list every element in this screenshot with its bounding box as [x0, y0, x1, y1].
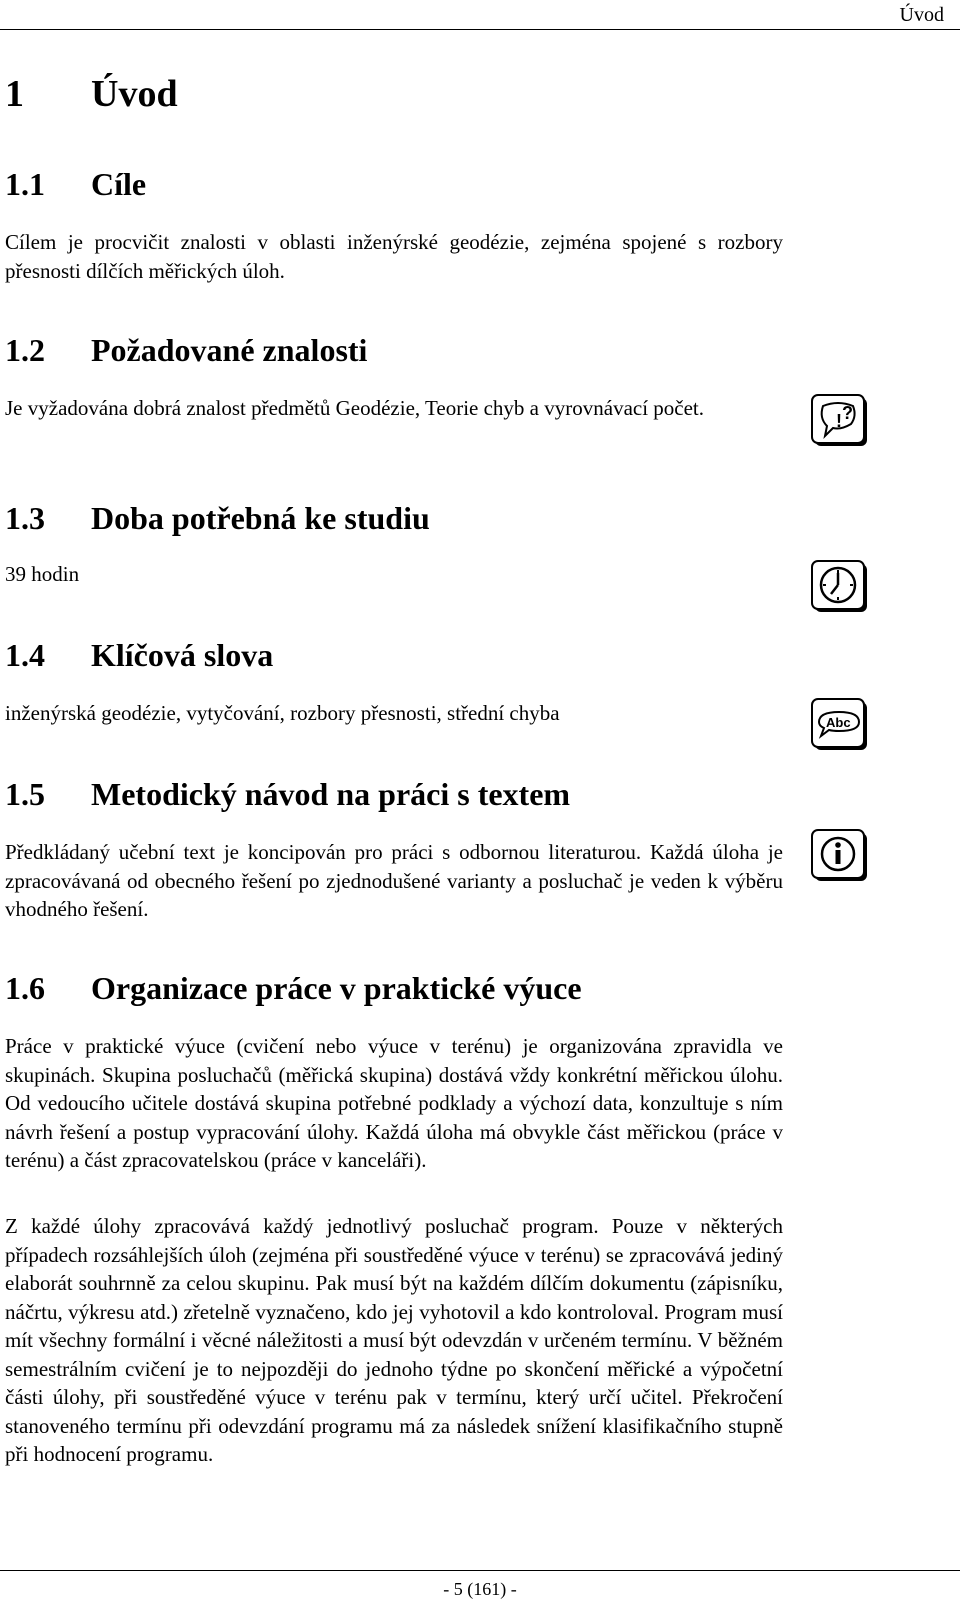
section-heading-guide — [5, 776, 570, 813]
section-heading-prerequisites — [5, 332, 367, 369]
question-exclamation-icon — [811, 394, 869, 448]
organization-paragraph-1: Práce v praktické výuce (cvičení nebo výuce v terénu) je organizována zpravidla ve skupinách. Skupina posluchačů (měřická skupina) dostává vždy konkrétní měřickou úlohu. Od vedoucího učitele dostává skupina potřebné podklady a výchozí data, konzultuje s ním návrh řešení a postup vypracování úlohy. Každá úloha má obvykle část měřickou (práce v terénu) a část zpracovatelskou (práce v kanceláři). — [5, 1034, 783, 1172]
chapter-heading — [5, 72, 178, 116]
page-number: - 5 (161) - — [443, 1579, 517, 1599]
section-number: 1.6 — [5, 970, 45, 1006]
section-title: Organizace práce v praktické výuce — [91, 970, 582, 1006]
section-heading-goals — [5, 166, 146, 203]
section-number: 1.4 — [5, 637, 45, 673]
keywords-paragraph: inženýrská geodézie, vytyčování, rozbory přesnosti, střední chyba — [5, 701, 560, 725]
footer-divider — [0, 1570, 960, 1571]
section-number: 1.2 — [5, 332, 45, 368]
organization-paragraph-2: Z každé úlohy zpracovává každý jednotlivý posluchač program. Pouze v některých případech rozsáhlejších úloh (zejména při soustředěné výuce v terénu) se zpracovává jediný elaborát souhrnně za celou skupinu. Pak musí být na každém dílčím dokumentu (zápisníku, náčrtu, výkresu atd.) zřetelně vyznačeno, kdo jej vyhotovil a kdo kontroloval. Program musí mít všechny formální i věcné náležitosti a musí být odevzdán v určeném termínu. V běžném semestrálním cvičení je to nejpozději do jednoho týdne po skončení měřické a výpočetní části úlohy, při soustředěné výuce v terénu pak v termínu, který určí učitel. Překročení stanoveného termínu při odevzdání programu má za následek snížení klasifikačního stupně při hodnocení programu. — [5, 1214, 783, 1466]
section-number: 1.5 — [5, 776, 45, 812]
chapter-title: Úvod — [91, 73, 178, 115]
section-title: Cíle — [91, 166, 147, 202]
header-divider — [0, 29, 960, 30]
section-title: Doba potřebná ke studiu — [91, 500, 430, 536]
section-number: 1.3 — [5, 500, 45, 536]
prerequisites-paragraph: Je vyžadována dobrá znalost předmětů Geodézie, Teorie chyb a vyrovnávací počet. — [5, 396, 705, 420]
guide-paragraph: Předkládaný učební text je koncipován pro práci s odbornou literaturou. Každá úloha je zpracovávaná od obecného řešení po zjednodušené varianty a posluchač je veden k výběru vhodného řešení. — [5, 840, 783, 921]
chapter-number: 1 — [5, 73, 24, 115]
abc-speech-icon — [811, 698, 869, 752]
svg-text:?: ? — [842, 403, 853, 423]
section-heading-keywords — [5, 637, 273, 674]
running-title: Úvod — [899, 4, 944, 26]
svg-text:!: ! — [836, 411, 842, 431]
section-title: Klíčová slova — [91, 637, 274, 673]
clock-icon — [811, 560, 869, 614]
goals-paragraph: Cílem je procvičit znalosti v oblasti inženýrské geodézie, zejména spojené s rozbory přesnosti dílčích měřických úloh. — [5, 230, 783, 283]
section-title: Požadované znalosti — [91, 332, 368, 368]
study-time-paragraph: 39 hodin — [5, 562, 80, 586]
section-heading-organization — [5, 970, 582, 1007]
info-icon — [811, 829, 869, 883]
svg-text:Abc: Abc — [826, 715, 851, 730]
section-number: 1.1 — [5, 166, 45, 202]
section-title: Metodický návod na práci s textem — [91, 776, 571, 812]
section-heading-study-time — [5, 500, 430, 537]
